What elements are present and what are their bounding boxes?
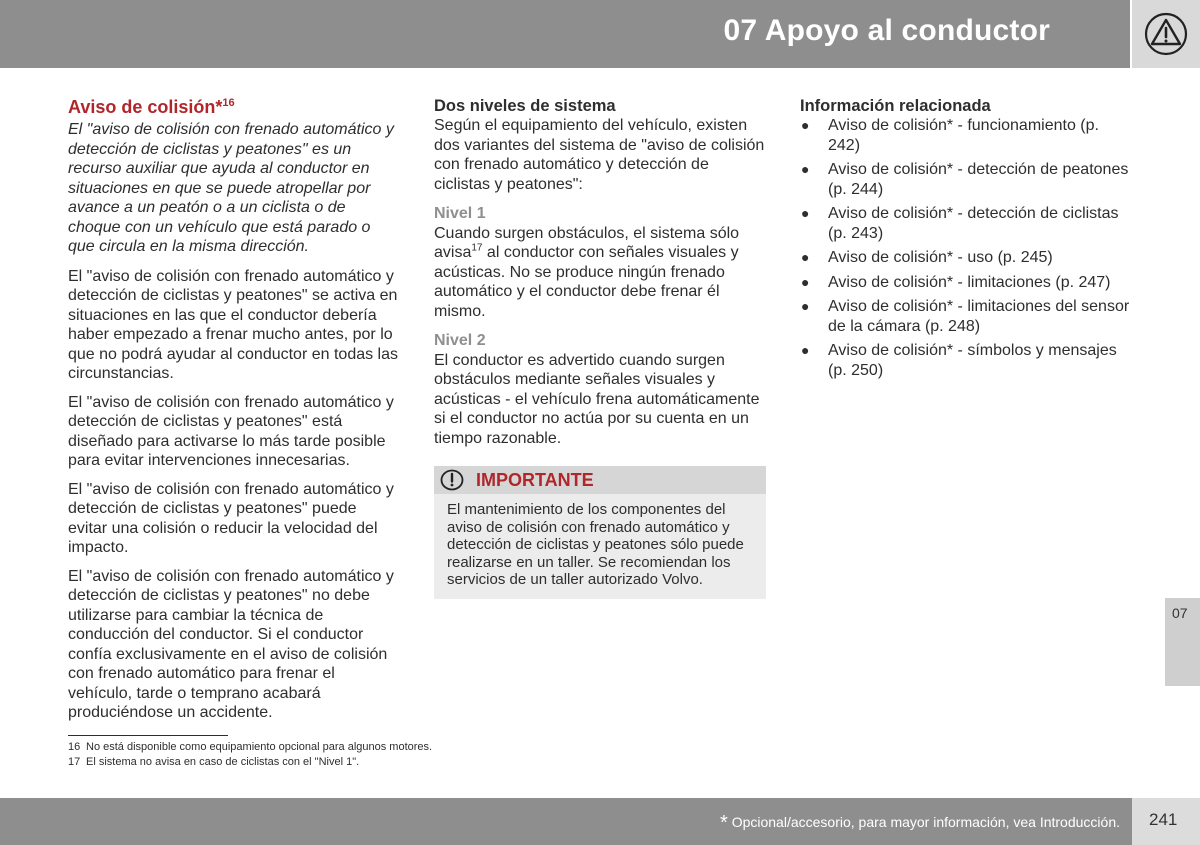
chapter-side-tab-label: 07 — [1172, 605, 1188, 621]
levels-column — [434, 96, 766, 599]
important-box — [434, 466, 766, 599]
page-number-box — [1132, 798, 1200, 845]
bullet-icon: ● — [801, 342, 810, 358]
level1-text-b: al conductor con señales visuales y acústicas. No se produce ningún frenado automático y el conductor debe frenar él mismo. — [434, 244, 739, 320]
footnote-16 — [68, 740, 432, 755]
bullet-icon: ● — [801, 273, 810, 290]
important-title: IMPORTANTE — [476, 470, 594, 490]
bullet-icon: ● — [801, 249, 810, 265]
bullet-icon: ● — [801, 298, 810, 314]
related-link-label[interactable]: Aviso de colisión* - símbolos y mensajes (p. 250) — [828, 342, 1117, 379]
level1-text — [434, 224, 766, 322]
important-header — [434, 466, 766, 494]
footnote-number: 17 — [68, 756, 81, 768]
paragraph: El "aviso de colisión con frenado automático y detección de ciclistas y peatones" no debe utilizarse para cambiar la técnica de conducción del conductor. Si el conductor confía exclusivamente en el aviso de colisión con frenado automático para frenar el vehículo, tarde o temprano acabará produciéndose un accidente. — [68, 567, 394, 721]
section-title-text: Aviso de colisión* — [68, 97, 223, 117]
related-link-label[interactable]: Aviso de colisión* - limitaciones (p. 247) — [828, 273, 1111, 291]
footnote-ref-16: 16 — [222, 97, 235, 109]
page-number: 241 — [1149, 810, 1178, 829]
footnote-text: El sistema no avisa en caso de ciclistas con el "Nivel 1". — [86, 756, 360, 768]
footnote-ref-17: 17 — [471, 242, 483, 254]
header-icon-box — [1132, 0, 1200, 68]
header-bar — [0, 0, 1130, 68]
related-link[interactable] — [800, 248, 1135, 268]
footnote-divider — [68, 735, 228, 736]
related-link[interactable] — [800, 204, 1135, 243]
footnotes — [68, 740, 432, 770]
related-link[interactable] — [800, 273, 1135, 293]
footnote-text: No está disponible como equipamiento opcional para algunos motores. — [86, 741, 433, 753]
related-link-label[interactable]: Aviso de colisión* - detección de ciclistas (p. 243) — [828, 205, 1119, 242]
bullet-icon: ● — [801, 117, 810, 133]
related-link-label[interactable]: Aviso de colisión* - funcionamiento (p. 242) — [828, 117, 1099, 154]
footer-note-text: Opcional/accesorio, para mayor información, vea Introducción. — [731, 814, 1120, 831]
related-link[interactable] — [800, 160, 1135, 199]
footer-bar — [0, 798, 1132, 845]
level2-heading: Nivel 2 — [434, 332, 486, 349]
paragraph: El "aviso de colisión con frenado automático y detección de ciclistas y peatones" está diseñado para activarse lo más tarde posible para evitar intervenciones innecesarias. — [68, 393, 394, 469]
related-link[interactable] — [800, 116, 1135, 155]
level2-text: El conductor es advertido cuando surgen obstáculos mediante señales visuales y acústicas - el vehículo frena automáticamente si el conductor no actúa por su cuenta en un tiempo razonable. — [434, 351, 760, 447]
footnote-17 — [68, 755, 432, 770]
related-link[interactable] — [800, 297, 1135, 336]
levels-heading: Dos niveles de sistema — [434, 97, 616, 115]
bullet-icon: ● — [801, 205, 810, 221]
bullet-icon: ● — [801, 161, 810, 177]
related-list — [800, 116, 1135, 380]
paragraph: El "aviso de colisión con frenado automático y detección de ciclistas y peatones" puede evitar una colisión o reducir la velocidad del impacto. — [68, 480, 394, 556]
intro-text: El "aviso de colisión con frenado automático y detección de ciclistas y peatones" es un recurso auxiliar que ayuda al conductor en situaciones en que se puede atropellar por avance a un peatón o a un ciclista o de choque con un vehículo que está parado o que circula en la misma dirección. — [68, 121, 394, 255]
related-link-label[interactable]: Aviso de colisión* - detección de peatones (p. 244) — [828, 161, 1129, 198]
level1-text-a: Cuando surgen obstáculos, el sistema sólo avisa — [434, 224, 740, 261]
footnote-number: 16 — [68, 741, 81, 753]
level1-heading: Nivel 1 — [434, 205, 486, 222]
main-column — [68, 96, 400, 732]
related-link[interactable] — [800, 341, 1135, 380]
related-link-label[interactable]: Aviso de colisión* - limitaciones del sensor de la cámara (p. 248) — [828, 298, 1130, 335]
related-link-label[interactable]: Aviso de colisión* - uso (p. 245) — [828, 249, 1053, 266]
footer-note — [720, 812, 1120, 835]
important-text: El mantenimiento de los componentes del aviso de colisión con frenado automático y detección de ciclistas y peatones sólo puede realizarse en un taller. Se recomiendan los servicios de un taller autorizado Volvo. — [447, 501, 744, 588]
paragraph: El "aviso de colisión con frenado automático y detección de ciclistas y peatones" se activa en situaciones en las que el conductor debería haber empezado a frenar mucho antes, por lo que no podrá ayudar al conductor en todas las circunstancias. — [68, 267, 399, 382]
chapter-side-tab — [1165, 598, 1200, 686]
exclamation-circle-icon — [440, 469, 464, 491]
related-column — [800, 96, 1135, 385]
warning-triangle-icon — [1144, 12, 1188, 56]
levels-intro: Según el equipamiento del vehículo, existen dos variantes del sistema de "aviso de colisión con frenado automático y detección de ciclistas y peatones": — [434, 117, 765, 193]
footer-star: * — [720, 812, 728, 834]
chapter-title: 07 Apoyo al conductor — [723, 14, 1050, 47]
section-title — [68, 96, 400, 118]
related-heading: Información relacionada — [800, 97, 991, 115]
